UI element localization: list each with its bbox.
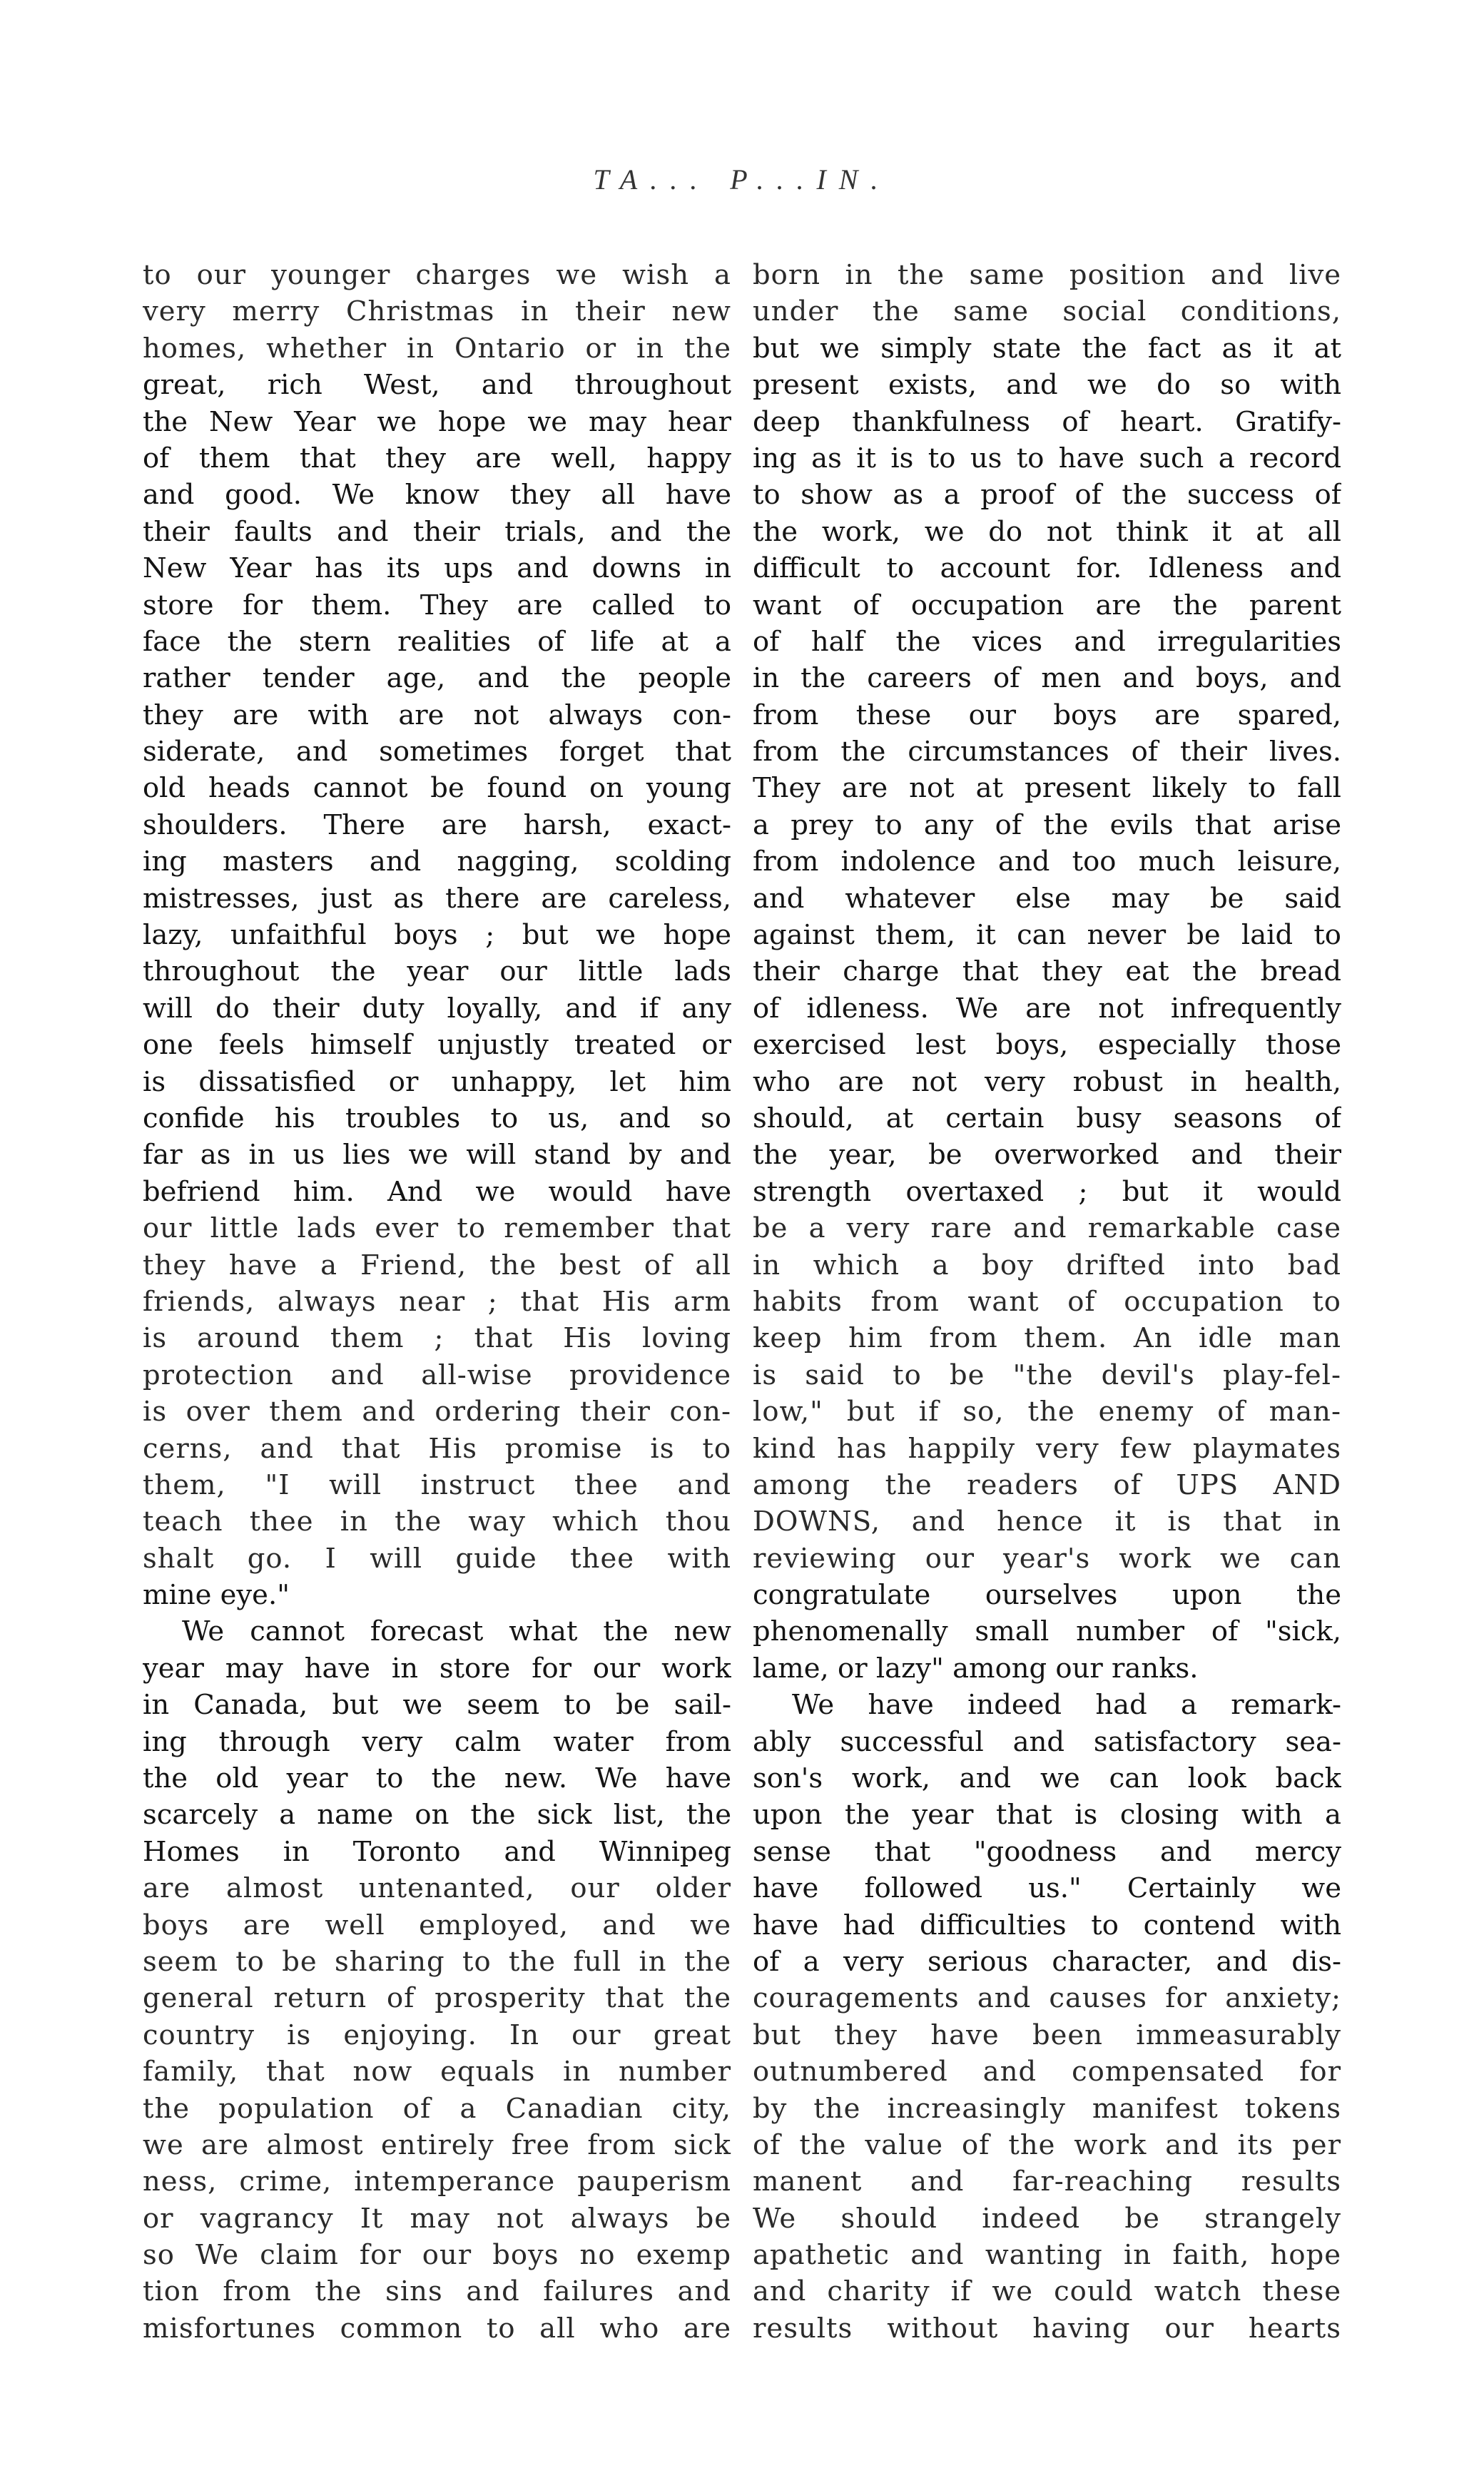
text-line: of a very serious character, and dis- bbox=[753, 1945, 1341, 1978]
text-line: very merry Christmas in their new bbox=[143, 295, 731, 328]
text-line: we are almost entirely free from sick bbox=[143, 2128, 731, 2161]
text-line: great, rich West, and throughout bbox=[143, 369, 731, 402]
text-line: or vagrancy It may not always be bbox=[143, 2202, 731, 2235]
text-line: DOWNS, and hence it is that in bbox=[753, 1505, 1341, 1538]
text-line: reviewing our year's work we can bbox=[753, 1542, 1341, 1575]
text-line: under the same social conditions, bbox=[753, 295, 1341, 328]
text-line: born in the same position and live bbox=[753, 259, 1341, 291]
text-line: ness, crime, intemperance pauperism bbox=[143, 2165, 731, 2198]
text-line: them, "I will instruct thee and bbox=[143, 1468, 731, 1501]
text-line: upon the year that is closing with a bbox=[753, 1799, 1341, 1832]
text-line: their charge that they eat the bread bbox=[753, 955, 1341, 988]
text-line: face the stern realities of life at a bbox=[143, 625, 731, 658]
text-line: mine eye." bbox=[143, 1579, 290, 1612]
text-line: outnumbered and compensated for bbox=[753, 2056, 1341, 2088]
text-line: from these our boys are spared, bbox=[753, 699, 1341, 731]
text-line: the work, we do not think it at all bbox=[753, 515, 1341, 548]
text-line: befriend him. And we would have bbox=[143, 1175, 731, 1208]
text-line: general return of prosperity that the bbox=[143, 1982, 731, 2015]
text-line: friends, always near ; that His arm bbox=[143, 1285, 731, 1318]
text-line: ably successful and satisfactory sea- bbox=[753, 1725, 1341, 1758]
text-line: ing masters and nagging, scolding bbox=[143, 846, 731, 878]
text-line: son's work, and we can look back bbox=[753, 1762, 1341, 1795]
text-line: low," but if so, the enemy of man- bbox=[753, 1396, 1341, 1428]
text-line: present exists, and we do so with bbox=[753, 369, 1341, 402]
text-line: far as in us lies we will stand by and bbox=[143, 1139, 731, 1172]
text-line: against them, it can never be laid to bbox=[753, 919, 1341, 952]
text-line: but we simply state the fact as it at bbox=[753, 332, 1341, 365]
text-line: have followed us." Certainly we bbox=[753, 1872, 1341, 1905]
text-line: the New Year we hope we may hear bbox=[143, 405, 731, 438]
text-line: will do their duty loyally, and if any bbox=[143, 992, 731, 1025]
text-line: homes, whether in Ontario or in the bbox=[143, 332, 731, 365]
text-line: their faults and their trials, and the bbox=[143, 515, 731, 548]
text-line: couragements and causes for anxiety; bbox=[753, 1982, 1341, 2015]
text-line: in which a boy drifted into bad bbox=[753, 1249, 1341, 1281]
text-line: the population of a Canadian city, bbox=[143, 2092, 731, 2125]
page-header: TA... P...IN. bbox=[593, 163, 891, 196]
text-line: who are not very robust in health, bbox=[753, 1065, 1341, 1098]
text-line: shoulders. There are harsh, exact- bbox=[143, 808, 731, 841]
text-line: kind has happily very few playmates bbox=[753, 1432, 1341, 1465]
text-line: misfortunes common to all who are bbox=[143, 2312, 731, 2345]
text-line: habits from want of occupation to bbox=[753, 1285, 1341, 1318]
text-line: family, that now equals in number bbox=[143, 2056, 731, 2088]
text-line: apathetic and wanting in faith, hope bbox=[753, 2239, 1341, 2272]
text-line: but they have been immeasurably bbox=[753, 2019, 1341, 2051]
text-line: is dissatisfied or unhappy, let him bbox=[143, 1065, 731, 1098]
text-line: should, at certain busy seasons of bbox=[753, 1102, 1341, 1134]
text-line: from indolence and too much leisure, bbox=[753, 846, 1341, 878]
text-line: difficult to account for. Idleness and bbox=[753, 552, 1341, 585]
text-line: scarcely a name on the sick list, the bbox=[143, 1799, 731, 1832]
right-text-column bbox=[753, 257, 1341, 2347]
text-line: the year, be overworked and their bbox=[753, 1139, 1341, 1172]
text-line: the old year to the new. We have bbox=[143, 1762, 731, 1795]
text-line: a prey to any of the evils that arise bbox=[753, 808, 1341, 841]
text-line: they are with are not always con- bbox=[143, 699, 731, 731]
text-line: siderate, and sometimes forget that bbox=[143, 736, 731, 768]
text-line: boys are well employed, and we bbox=[143, 1909, 731, 1941]
text-line: lame, or lazy" among our ranks. bbox=[753, 1652, 1199, 1685]
text-line: seem to be sharing to the full in the bbox=[143, 1945, 731, 1978]
text-line: year may have in store for our work bbox=[143, 1652, 731, 1685]
text-line: among the readers of UPS AND bbox=[753, 1468, 1341, 1501]
text-line: in Canada, but we seem to be sail- bbox=[143, 1689, 731, 1722]
text-line: is said to be "the devil's play-fel- bbox=[753, 1359, 1341, 1391]
text-line: in the careers of men and boys, and bbox=[753, 662, 1341, 695]
text-line: and good. We know they all have bbox=[143, 479, 731, 512]
text-line: strength overtaxed ; but it would bbox=[753, 1175, 1341, 1208]
text-line: of half the vices and irregularities bbox=[753, 625, 1341, 658]
text-line: congratulate ourselves upon the bbox=[753, 1579, 1341, 1612]
text-line: confide his troubles to us, and so bbox=[143, 1102, 731, 1134]
text-line: they have a Friend, the best of all bbox=[143, 1249, 731, 1281]
text-line: New Year has its ups and downs in bbox=[143, 552, 731, 585]
text-line: is over them and ordering their con- bbox=[143, 1396, 731, 1428]
text-line: have had difficulties to contend with bbox=[753, 1909, 1341, 1941]
text-line: deep thankfulness of heart. Gratify- bbox=[753, 405, 1341, 438]
text-line: one feels himself unjustly treated or bbox=[143, 1029, 731, 1062]
text-line: teach thee in the way which thou bbox=[143, 1505, 731, 1538]
text-line: of them that they are well, happy bbox=[143, 442, 731, 474]
left-text-column bbox=[143, 257, 731, 2347]
text-line: store for them. They are called to bbox=[143, 589, 731, 621]
text-line: Homes in Toronto and Winnipeg bbox=[143, 1835, 731, 1868]
text-line: phenomenally small number of "sick, bbox=[753, 1615, 1341, 1648]
text-line: throughout the year our little lads bbox=[143, 955, 731, 988]
text-line: mistresses, just as there are careless, bbox=[143, 882, 731, 915]
text-line: by the increasingly manifest tokens bbox=[753, 2092, 1341, 2125]
text-line: and charity if we could watch these bbox=[753, 2275, 1341, 2308]
text-line: want of occupation are the parent bbox=[753, 589, 1341, 621]
text-line: from the circumstances of their lives. bbox=[753, 736, 1341, 768]
text-line: is around them ; that His loving bbox=[143, 1322, 731, 1355]
text-line: are almost untenanted, our older bbox=[143, 1872, 731, 1905]
text-line: exercised lest boys, especially those bbox=[753, 1029, 1341, 1062]
text-line: manent and far-reaching results bbox=[753, 2165, 1341, 2198]
text-line: We have indeed had a remark- bbox=[792, 1689, 1341, 1722]
text-line: of idleness. We are not infrequently bbox=[753, 992, 1341, 1025]
text-line: to our younger charges we wish a bbox=[143, 259, 731, 291]
text-line: our little lads ever to remember that bbox=[143, 1212, 731, 1245]
text-line: results without having our hearts bbox=[753, 2312, 1341, 2345]
text-line: cerns, and that His promise is to bbox=[143, 1432, 731, 1465]
text-line: old heads cannot be found on young bbox=[143, 772, 731, 805]
text-line: lazy, unfaithful boys ; but we hope bbox=[143, 919, 731, 952]
text-line: of the value of the work and its per bbox=[753, 2128, 1341, 2161]
text-line: We cannot forecast what the new bbox=[182, 1615, 731, 1648]
text-line: sense that "goodness and mercy bbox=[753, 1835, 1341, 1868]
text-line: protection and all-wise providence bbox=[143, 1359, 731, 1391]
text-line: and whatever else may be said bbox=[753, 882, 1341, 915]
text-line: be a very rare and remarkable case bbox=[753, 1212, 1341, 1245]
text-line: ing through very calm water from bbox=[143, 1725, 731, 1758]
text-line: tion from the sins and failures and bbox=[143, 2275, 731, 2308]
text-line: They are not at present likely to fall bbox=[753, 772, 1341, 805]
text-line: keep him from them. An idle man bbox=[753, 1322, 1341, 1355]
text-line: We should indeed be strangely bbox=[753, 2202, 1341, 2235]
text-line: so We claim for our boys no exemp bbox=[143, 2239, 731, 2272]
text-line: ing as it is to us to have such a record bbox=[753, 442, 1341, 474]
text-line: shalt go. I will guide thee with bbox=[143, 1542, 731, 1575]
text-line: rather tender age, and the people bbox=[143, 662, 731, 695]
text-line: country is enjoying. In our great bbox=[143, 2019, 731, 2051]
text-line: to show as a proof of the success of bbox=[753, 479, 1341, 512]
